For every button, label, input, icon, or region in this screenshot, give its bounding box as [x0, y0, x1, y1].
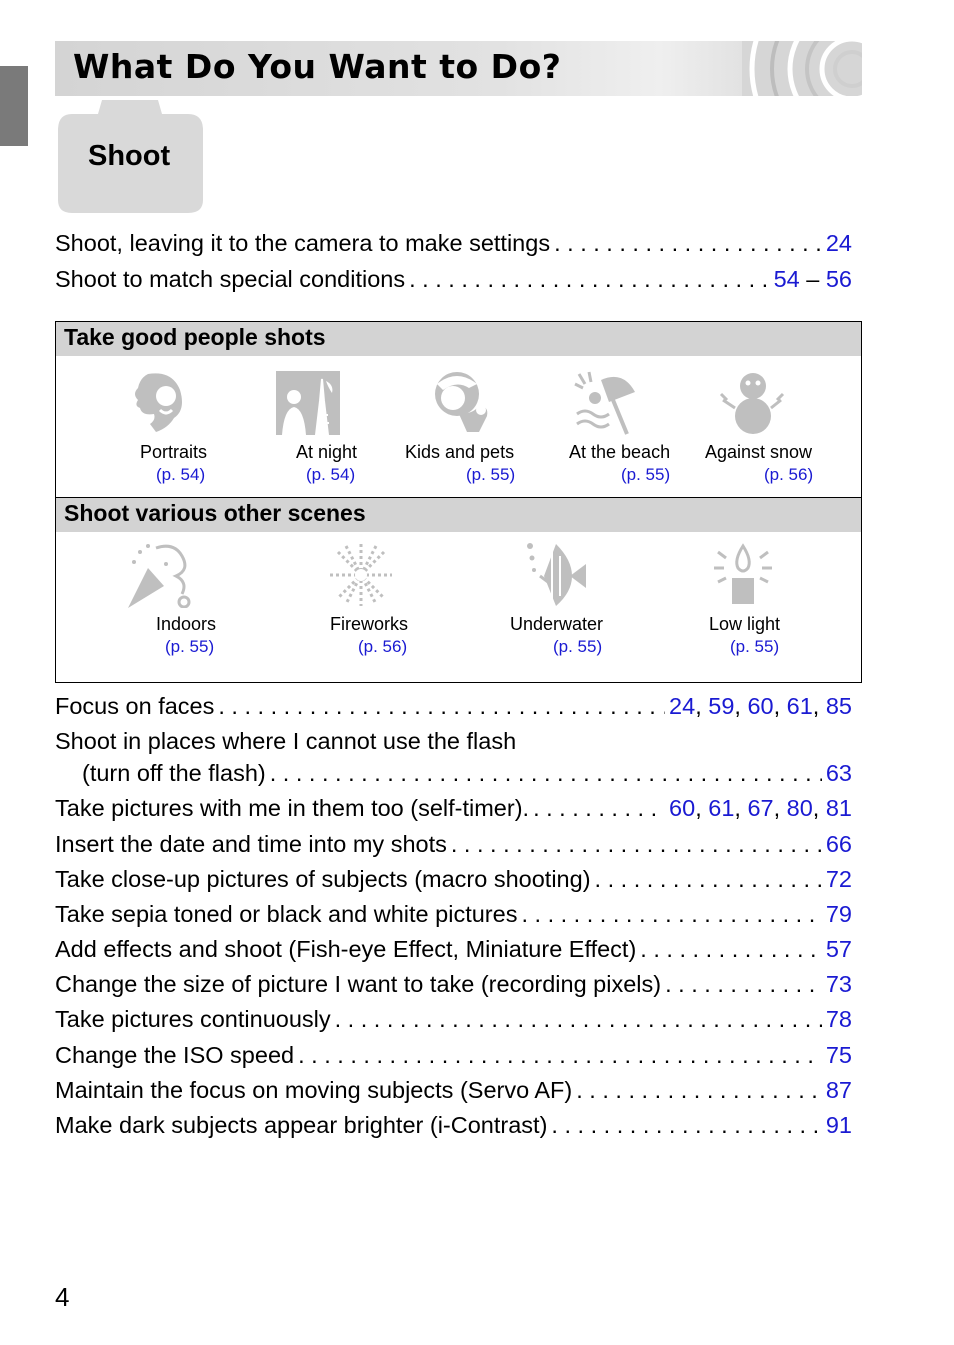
underwater-fish-icon — [522, 542, 588, 608]
page-link[interactable]: 56 — [825, 266, 852, 292]
scene-item-low-light[interactable]: Low light (p. 55) — [706, 538, 846, 658]
shoot-camera-badge — [58, 100, 203, 213]
toc-entry[interactable]: (turn off the flash) . . . 63 — [82, 757, 852, 789]
toc-entry[interactable]: Make dark subjects appear brighter (i-Contrast) . . . 91 — [55, 1109, 852, 1141]
toc-entry[interactable]: Insert the date and time into my shots . . . 66 — [55, 828, 852, 860]
scene-item-kids-and-pets[interactable]: Kids and pets (p. 55) — [401, 366, 541, 486]
page-link[interactable]: 61 — [786, 693, 813, 719]
page-link[interactable]: 81 — [825, 795, 852, 821]
page-link[interactable]: 60 — [747, 693, 774, 719]
page-link[interactable]: (p. 55) — [553, 637, 603, 656]
scene-item-fireworks[interactable]: Fireworks (p. 56) — [322, 538, 462, 658]
swirl-decoration-icon — [742, 41, 862, 96]
scene-item-underwater[interactable]: Underwater (p. 55) — [506, 538, 646, 658]
toc-entry[interactable]: Take close-up pictures of subjects (macro shooting) . . . 72 — [55, 863, 852, 895]
toc-entry[interactable]: Shoot to match special conditions . . . 54 – 56 — [55, 263, 852, 295]
page-link[interactable]: 87 — [825, 1077, 852, 1103]
toc-entry[interactable]: Take sepia toned or black and white pictures . . . 79 — [55, 898, 852, 930]
page-number: 4 — [55, 1282, 70, 1312]
low-light-candle-icon — [710, 540, 776, 606]
toc-entry[interactable]: Maintain the focus on moving subjects (Servo AF) . . . 87 — [55, 1074, 852, 1106]
kids-pets-icon — [429, 370, 495, 436]
page-link[interactable]: 79 — [825, 901, 852, 927]
page-link[interactable]: (p. 56) — [764, 465, 814, 484]
night-scene-icon — [276, 371, 340, 435]
page-link[interactable]: 24 — [669, 693, 696, 719]
page-link[interactable]: (p. 55) — [621, 465, 671, 484]
page-link[interactable]: 72 — [825, 866, 852, 892]
page-link[interactable]: 57 — [825, 936, 852, 962]
page-link[interactable]: 59 — [708, 693, 735, 719]
scene-item-indoors[interactable]: Indoors (p. 55) — [124, 538, 264, 658]
page-link[interactable]: 60 — [669, 795, 696, 821]
page-link[interactable]: (p. 56) — [358, 637, 408, 656]
scene-mode-table — [55, 321, 862, 683]
page-link[interactable]: 80 — [786, 795, 813, 821]
page-link[interactable]: 54 — [773, 266, 800, 292]
fireworks-icon — [328, 542, 394, 608]
toc-entry[interactable]: Shoot, leaving it to the camera to make settings . . . 24 — [55, 227, 852, 259]
page-link[interactable]: 63 — [825, 760, 852, 786]
page-link[interactable]: (p. 55) — [730, 637, 780, 656]
toc-entry[interactable]: Take pictures with me in them too (self-timer). . . . 60, 61, 67, 80, 81 — [55, 792, 852, 824]
indoors-party-icon — [126, 542, 196, 608]
section-label: Shoot — [88, 140, 171, 172]
chapter-side-tab — [0, 66, 28, 146]
page-link[interactable]: 85 — [825, 693, 852, 719]
toc-entry[interactable]: Focus on faces . . . 24, 59, 60, 61, 85 — [55, 690, 852, 722]
toc-entry[interactable]: Change the ISO speed . . . 75 — [55, 1039, 852, 1071]
page-link[interactable]: (p. 54) — [306, 465, 356, 484]
page-link[interactable]: (p. 55) — [165, 637, 215, 656]
beach-icon — [573, 370, 639, 436]
page-link[interactable]: (p. 54) — [156, 465, 206, 484]
page-link[interactable]: 66 — [825, 831, 852, 857]
scene-item-at-the-beach[interactable]: At the beach (p. 55) — [561, 366, 701, 486]
page-link[interactable]: 73 — [825, 971, 852, 997]
toc-entry[interactable]: Add effects and shoot (Fish-eye Effect, Miniature Effect) . . . 57 — [55, 933, 852, 965]
toc-entry[interactable]: Change the size of picture I want to take (recording pixels) . . . 73 — [55, 968, 852, 1000]
page-link[interactable]: 75 — [825, 1042, 852, 1068]
portrait-icon — [126, 370, 186, 436]
snow-icon — [717, 370, 787, 436]
page-title: What Do You Want to Do? — [73, 47, 562, 86]
toc-entry[interactable]: Take pictures continuously . . . 78 — [55, 1003, 852, 1035]
scene-item-against-snow[interactable]: Against snow (p. 56) — [701, 366, 841, 486]
title-bar — [55, 41, 862, 96]
page-link[interactable]: 61 — [708, 795, 735, 821]
other-section-heading: Shoot various other scenes — [56, 498, 861, 532]
scene-item-at-night[interactable]: At night (p. 54) — [266, 366, 406, 486]
page-link[interactable]: 24 — [825, 230, 852, 256]
toc-entry-heading: Shoot in places where I cannot use the flash — [55, 728, 517, 754]
page-link[interactable]: 67 — [747, 795, 774, 821]
people-section-heading: Take good people shots — [56, 322, 861, 356]
scene-item-portraits[interactable]: Portraits (p. 54) — [116, 366, 256, 486]
page-link[interactable]: (p. 55) — [466, 465, 516, 484]
page-link[interactable]: 78 — [825, 1006, 852, 1032]
page-link[interactable]: 91 — [825, 1112, 852, 1138]
